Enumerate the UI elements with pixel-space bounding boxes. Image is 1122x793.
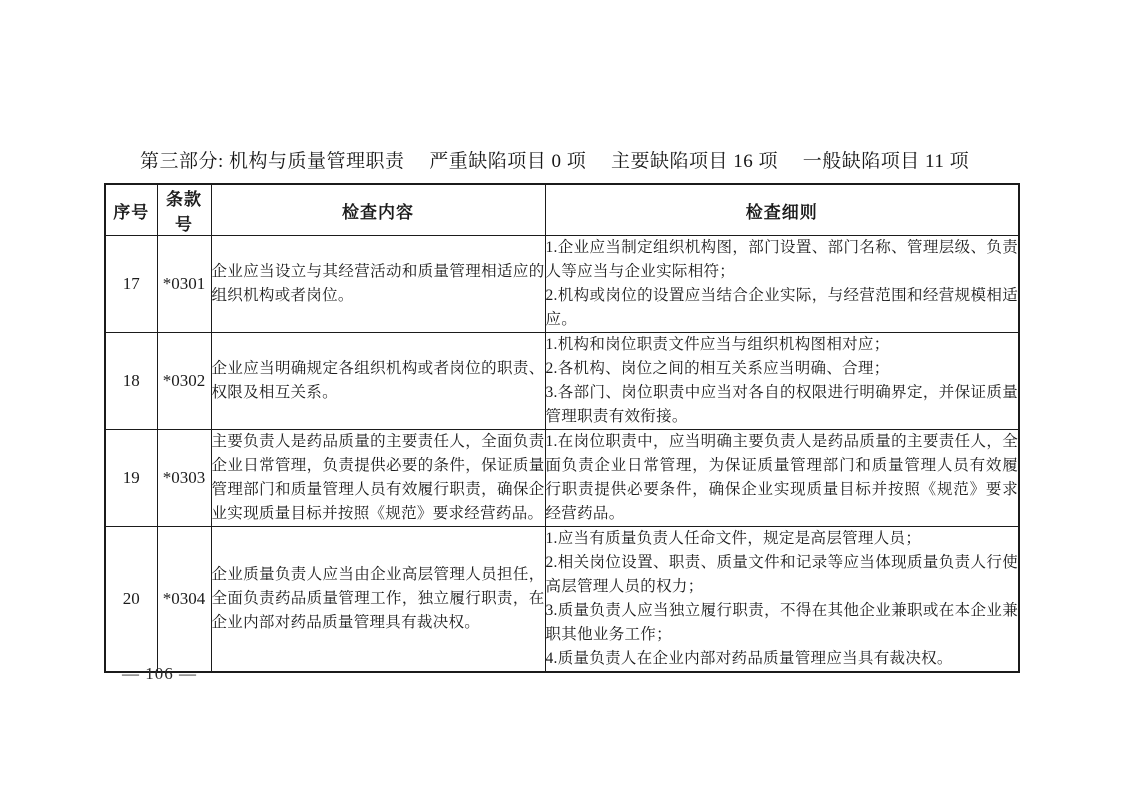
seq-cell: 19 — [105, 430, 157, 527]
detail-item: 2.各机构、岗位之间的相互关系应当明确、合理； — [545, 360, 890, 377]
detail-cell — [545, 236, 1019, 333]
table-row — [105, 333, 1019, 430]
detail-cell — [545, 527, 1019, 673]
clause-cell: *0301 — [157, 236, 211, 333]
detail-item: 2.相关岗位设置、职责、质量文件和记录等应当体现质量负责人行使高层管理人员的权力； — [545, 554, 1018, 595]
detail-item: 4.质量负责人在企业内部对药品质量管理应当具有裁决权。 — [545, 650, 953, 667]
clause-cell: *0302 — [157, 333, 211, 430]
seq-cell: 17 — [105, 236, 157, 333]
detail-item: 3.质量负责人应当独立履行职责，不得在其他企业兼职或在本企业兼职其他业务工作； — [545, 602, 1018, 643]
detail-item: 1.在岗位职责中，应当明确主要负责人是药品质量的主要责任人，全面负责企业日常管理，为保证质量管理部门和质量管理人员有效履行职责提供必要条件，确保企业实现质量目标并按照《规范》要求经营药品。 — [545, 433, 1018, 522]
content-cell — [211, 527, 545, 673]
clause-cell: *0304 — [157, 527, 211, 673]
content-cell — [211, 236, 545, 333]
detail-item: 1.企业应当制定组织机构图，部门设置、部门名称、管理层级、负责人等应当与企业实际相符； — [545, 239, 1018, 280]
content-text: 主要负责人是药品质量的主要责任人，全面负责企业日常管理，负责提供必要的条件，保证质量管理部门和质量管理人员有效履行职责，确保企业实现质量目标并按照《规范》要求经营药品。 — [211, 433, 545, 522]
detail-item: 2.机构或岗位的设置应当结合企业实际，与经营范围和经营规模相适应。 — [545, 287, 1018, 328]
content-text: 企业应当设立与其经营活动和质量管理相适应的组织机构或者岗位。 — [211, 263, 545, 304]
content-text: 企业质量负责人应当由企业高层管理人员担任，全面负责药品质量管理工作，独立履行职责，在企业内部对药品质量管理具有裁决权。 — [211, 566, 545, 631]
table-row — [105, 236, 1019, 333]
inspection-items-table — [104, 183, 1020, 673]
detail-item: 1.应当有质量负责人任命文件，规定是高层管理人员； — [545, 530, 922, 547]
header-seq: 序号 — [105, 184, 157, 236]
content-cell — [211, 430, 545, 527]
content-text: 企业应当明确规定各组织机构或者岗位的职责、权限及相互关系。 — [211, 360, 545, 401]
detail-cell — [545, 333, 1019, 430]
seq-cell: 18 — [105, 333, 157, 430]
clause-cell: *0303 — [157, 430, 211, 527]
detail-item: 3.各部门、岗位职责中应当对各自的权限进行明确界定，并保证质量管理职责有效衔接。 — [545, 384, 1018, 425]
table-row — [105, 430, 1019, 527]
detail-item: 1.机构和岗位职责文件应当与组织机构图相对应； — [545, 336, 890, 353]
table-row — [105, 527, 1019, 673]
table-header-row — [105, 184, 1019, 236]
page-number: — 106 — — [122, 664, 197, 683]
content-cell — [211, 333, 545, 430]
page-title: 第三部分: 机构与质量管理职责 严重缺陷项目 0 项 主要缺陷项目 16 项 一般缺陷项目 11 项 — [140, 151, 970, 172]
header-detail: 检查细则 — [545, 184, 1019, 236]
seq-cell: 20 — [105, 527, 157, 673]
header-content: 检查内容 — [211, 184, 545, 236]
detail-cell — [545, 430, 1019, 527]
header-clause: 条款号 — [157, 184, 211, 236]
